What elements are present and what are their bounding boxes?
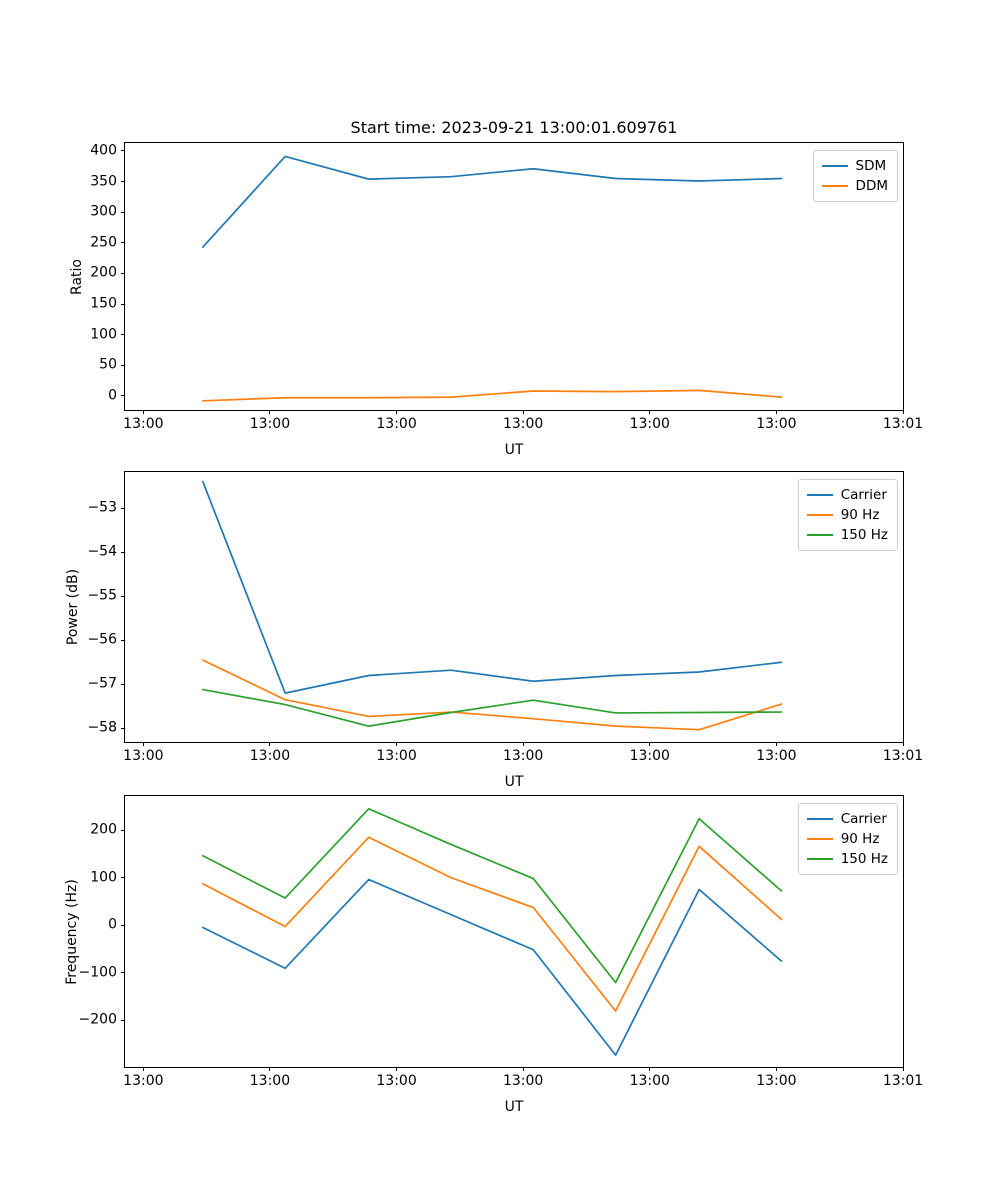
series-line-ddm	[203, 390, 782, 400]
x-tick-label: 13:00	[376, 748, 417, 764]
x-tick	[269, 742, 270, 746]
y-tick	[121, 242, 125, 243]
x-tick	[649, 410, 650, 414]
x-tick-label: 13:01	[882, 416, 924, 432]
subplot-power	[65, 471, 924, 790]
x-tick-label: 13:01	[882, 1073, 924, 1089]
x-tick-label: 13:00	[123, 416, 164, 432]
legend-label-150hz: 150 Hz	[840, 851, 888, 867]
y-tick	[121, 365, 125, 366]
legend-entry-carrier	[807, 485, 888, 505]
legend-label-carrier: Carrier	[840, 487, 887, 503]
series-line-90-hz	[203, 660, 782, 730]
x-tick-label: 13:01	[882, 748, 924, 764]
subplot-ratio	[69, 142, 924, 458]
legend-entry-carrier	[807, 809, 888, 829]
x-tick-label: 13:00	[249, 416, 291, 432]
x-tick	[523, 742, 524, 746]
y-tick	[121, 395, 125, 396]
x-tick-label: 13:00	[629, 1073, 670, 1089]
x-tick	[776, 742, 777, 746]
x-tick	[143, 410, 144, 414]
x-tick	[649, 1067, 650, 1071]
x-tick	[776, 1067, 777, 1071]
legend-ratio	[813, 150, 898, 202]
y-tick-label: −54	[87, 543, 117, 560]
90hz-line-swatch	[807, 514, 833, 516]
legend-label-90hz: 90 Hz	[840, 507, 880, 523]
y-tick-label: 400	[90, 142, 117, 159]
carrier-line-swatch	[807, 494, 833, 496]
y-tick-label: 150	[90, 295, 117, 312]
legend-power	[798, 479, 898, 551]
legend-entry-90hz	[807, 505, 888, 525]
legend-label-90hz: 90 Hz	[840, 831, 880, 847]
y-tick	[121, 830, 125, 831]
150hz-line-swatch	[807, 534, 833, 536]
y-tick-label: 350	[90, 173, 117, 190]
y-tick-label: −58	[87, 719, 117, 736]
plot-lines	[125, 796, 903, 1067]
series-line-sdm	[203, 156, 782, 247]
y-tick	[121, 150, 125, 151]
x-tick	[903, 1067, 904, 1071]
x-tick	[396, 410, 397, 414]
legend-entry-150hz	[807, 525, 888, 545]
y-tick	[121, 508, 125, 509]
x-tick	[269, 1067, 270, 1071]
y-tick-label: 0	[108, 387, 117, 404]
y-axis-label-frequency: Frequency (Hz)	[64, 878, 80, 985]
x-tick	[269, 410, 270, 414]
x-tick	[903, 410, 904, 414]
x-tick-label: 13:00	[249, 1073, 291, 1089]
legend-label-carrier: Carrier	[840, 811, 887, 827]
y-tick	[121, 181, 125, 182]
x-tick-label: 13:00	[123, 1073, 164, 1089]
y-tick-label: 50	[99, 356, 117, 373]
y-tick	[121, 212, 125, 213]
y-tick-label: 250	[90, 234, 117, 251]
y-tick-label: −56	[87, 631, 117, 648]
y-tick	[121, 728, 125, 729]
y-tick	[121, 552, 125, 553]
x-tick	[143, 742, 144, 746]
90hz-line-swatch	[807, 838, 833, 840]
x-tick-label: 13:00	[376, 416, 417, 432]
series-line-150-hz	[203, 690, 782, 727]
x-tick-label: 13:00	[502, 416, 544, 432]
legend-label-150hz: 150 Hz	[840, 527, 888, 543]
y-tick-label: −100	[78, 964, 117, 981]
y-tick-label: 0	[108, 916, 117, 933]
y-axis-label-ratio: Ratio	[69, 258, 85, 295]
x-axis-label-ut: UT	[504, 1099, 524, 1115]
y-tick	[121, 972, 125, 973]
x-tick-label: 13:00	[756, 416, 797, 432]
plot-lines	[125, 472, 903, 742]
y-tick	[121, 334, 125, 335]
y-tick	[121, 877, 125, 878]
legend-entry-90hz	[807, 829, 888, 849]
y-tick-label: 100	[90, 869, 117, 886]
y-tick	[121, 925, 125, 926]
legend-label-ddm: DDM	[855, 178, 888, 194]
y-tick	[121, 1020, 125, 1021]
x-tick-label: 13:00	[756, 748, 797, 764]
x-tick	[903, 742, 904, 746]
y-tick-label: −57	[87, 675, 117, 692]
x-tick	[649, 742, 650, 746]
x-tick-label: 13:00	[502, 1073, 544, 1089]
sdm-line-swatch	[822, 165, 848, 167]
y-tick-label: 100	[90, 326, 117, 343]
x-tick	[523, 1067, 524, 1071]
y-tick	[121, 596, 125, 597]
x-axis-label-ut: UT	[504, 774, 524, 790]
legend-frequency	[798, 803, 898, 875]
y-tick	[121, 304, 125, 305]
figure-title: Start time: 2023-09-21 13:00:01.609761	[350, 118, 678, 137]
subplot-frequency	[64, 795, 924, 1115]
ddm-line-swatch	[822, 185, 848, 187]
y-tick	[121, 273, 125, 274]
y-tick	[121, 640, 125, 641]
x-tick-label: 13:00	[756, 1073, 797, 1089]
x-axis-label-ut: UT	[504, 442, 524, 458]
y-tick-label: −55	[87, 587, 117, 604]
y-tick-label: 200	[90, 264, 117, 281]
plot-lines	[125, 143, 903, 410]
x-tick	[776, 410, 777, 414]
y-tick-label: 300	[90, 203, 117, 220]
150hz-line-swatch	[807, 858, 833, 860]
x-tick	[143, 1067, 144, 1071]
x-tick	[523, 410, 524, 414]
legend-entry-150hz	[807, 849, 888, 869]
x-tick-label: 13:00	[376, 1073, 417, 1089]
x-tick-label: 13:00	[249, 748, 291, 764]
series-line-150-hz	[203, 809, 782, 983]
x-tick	[396, 1067, 397, 1071]
series-line-carrier	[203, 482, 782, 693]
legend-entry-sdm	[822, 156, 888, 176]
y-axis-label-power: Power (dB)	[65, 568, 81, 646]
x-tick-label: 13:00	[502, 748, 544, 764]
y-tick-label: −200	[78, 1011, 117, 1028]
x-tick-label: 13:00	[123, 748, 164, 764]
series-line-carrier	[203, 880, 782, 1056]
x-tick-label: 13:00	[629, 416, 670, 432]
y-tick-label: −53	[87, 499, 117, 516]
y-tick	[121, 684, 125, 685]
carrier-line-swatch	[807, 818, 833, 820]
x-tick-label: 13:00	[629, 748, 670, 764]
y-tick-label: 200	[90, 821, 117, 838]
legend-entry-ddm	[822, 176, 888, 196]
legend-label-sdm: SDM	[855, 158, 887, 174]
x-tick	[396, 742, 397, 746]
series-line-90-hz	[203, 837, 782, 1011]
